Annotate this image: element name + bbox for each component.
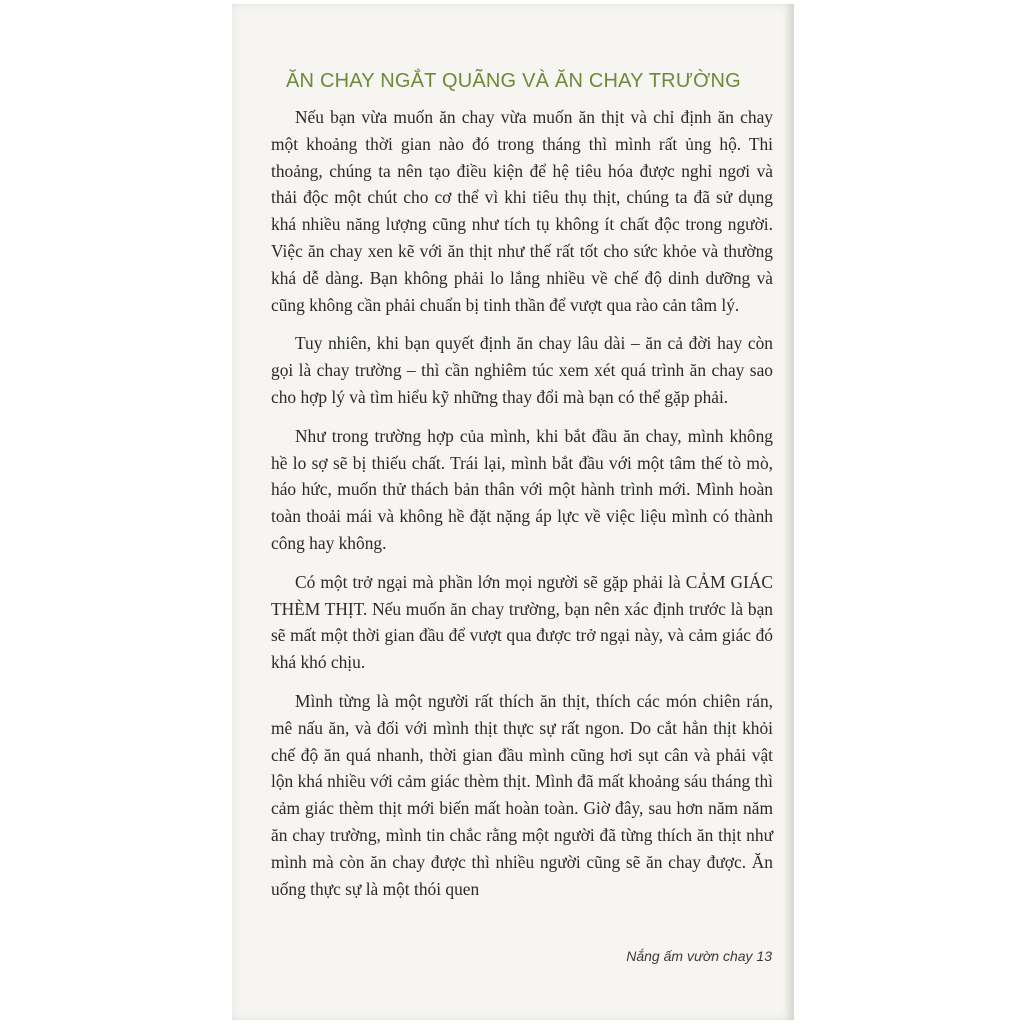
- paragraph-1: Nếu bạn vừa muốn ăn chay vừa muốn ăn thịt và chỉ định ăn chay một khoảng thời gian nào đó trong tháng thì mình rất ủng hộ. Thi thoảng, chúng ta nên tạo điều kiện để hệ tiêu hóa được nghỉ ngơi và thải độc một chút cho cơ thể vì khi tiêu thụ thịt, chúng ta đã sử dụng khá nhiều năng lượng cũng như tích tụ không ít chất độc trong người. Việc ăn chay xen kẽ với ăn thịt như thế rất tốt cho sức khỏe và thường khá dễ dàng. Bạn không phải lo lắng nhiều về chế độ dinh dưỡng và cũng không cần phải chuẩn bị tinh thần để vượt qua rào cản tâm lý.: [271, 107, 773, 315]
- body-text: [271, 104, 773, 902]
- paragraph-2: Tuy nhiên, khi bạn quyết định ăn chay lâu dài – ăn cả đời hay còn gọi là chay trường – thì cần nghiêm túc xem xét quá trình ăn chay sao cho hợp lý và tìm hiểu kỹ những thay đổi mà bạn có thể gặp phải.: [271, 333, 773, 407]
- paragraph-3: Như trong trường hợp của mình, khi bắt đầu ăn chay, mình không hề lo sợ sẽ bị thiếu chất. Trái lại, mình bắt đầu với một tâm thế tò mò, háo hức, muốn thử thách bản thân với một hành trình mới. Mình hoàn toàn thoải mái và không hề đặt nặng áp lực về việc liệu mình có thành công hay không.: [271, 425, 773, 553]
- paragraph-5: Mình từng là một người rất thích ăn thịt, thích các món chiên rán, mê nấu ăn, và đối với mình thịt thực sự rất ngon. Do cắt hẳn thịt khỏi chế độ ăn quá nhanh, thời gian đầu mình cũng hơi sụt cân và phải vật lộn khá nhiều với cảm giác thèm thịt. Mình đã mất khoảng sáu tháng thì cảm giác thèm thịt mới biến mất hoàn toàn. Giờ đây, sau hơn năm năm ăn chay trường, mình tin chắc rằng một người đã từng thích ăn thịt như mình mà còn ăn chay được thì nhiều người cũng sẽ ăn chay được. Ăn uống thực sự là một thói quen: [271, 690, 773, 899]
- section-heading: ĂN CHAY NGẮT QUÃNG VÀ ĂN CHAY TRƯỜNG: [286, 70, 741, 92]
- paragraph-4: Có một trở ngại mà phần lớn mọi người sẽ gặp phải là CẢM GIÁC THÈM THỊT. Nếu muốn ăn chay trường, bạn nên xác định trước là bạn sẽ mất một thời gian đầu để vượt qua được trở ngại này, và cảm giác đó khá khó chịu.: [271, 571, 773, 673]
- running-footer: Nắng ấm vườn chay 13: [626, 948, 772, 964]
- page-edge-shadow: [784, 4, 794, 1020]
